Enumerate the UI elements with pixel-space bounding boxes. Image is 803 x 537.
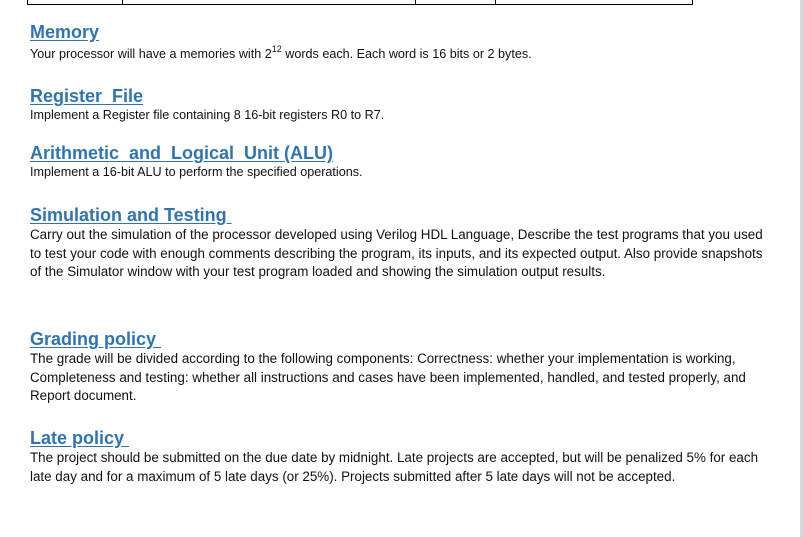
simulation-heading: Simulation and Testing <box>30 205 232 225</box>
alu-heading: Arithmetic and Logical Unit (ALU) <box>30 143 334 163</box>
table-column-divider <box>27 0 28 4</box>
memory-section <box>30 22 765 63</box>
memory-exponent: 12 <box>271 44 282 54</box>
register-file-heading: Register File <box>30 86 144 106</box>
grading-section <box>30 329 765 406</box>
grading-heading: Grading policy <box>30 329 162 349</box>
memory-heading: Memory <box>30 22 100 42</box>
simulation-text: Carry out the simulation of the processor developed using Verilog HDL Language, Describe the test programs that you used to test your code with enough comments describing the program, its inputs, and its expected output. Also provide snapshots of the Simulator window with your test program loaded and showing the simulation output results. <box>30 227 763 280</box>
grading-text: The grade will be divided according to the following components: Correctness: whether your implementation is working, Completeness and testing: whether all instructions and cases have been implemented, handled, and tested properly, and Report document. <box>30 351 746 404</box>
table-column-divider <box>495 0 496 4</box>
table-column-divider <box>415 0 416 4</box>
register-file-text: Implement a Register file containing 8 16-bit registers R0 to R7. <box>30 108 385 122</box>
simulation-section <box>30 205 765 282</box>
late-policy-text: The project should be submitted on the due date by midnight. Late projects are accepted, but will be penalized 5% for each late day and for a maximum of 5 late days (or 25%). Projects submitted after 5 late days will not be accepted. <box>30 450 759 484</box>
memory-text <box>30 46 765 63</box>
late-policy-section <box>30 428 765 486</box>
memory-text-part1: Your processor will have a memories with 2 <box>30 47 272 61</box>
late-policy-heading: Late policy <box>30 428 130 448</box>
table-column-divider <box>122 0 123 4</box>
table-column-divider <box>692 0 693 4</box>
register-file-section <box>30 86 765 124</box>
alu-text: Implement a 16-bit ALU to perform the specified operations. <box>30 165 363 179</box>
table-bottom-edge <box>27 0 693 5</box>
alu-section <box>30 143 765 181</box>
memory-text-part2: words each. Each word is 16 bits or 2 bytes. <box>281 47 532 61</box>
